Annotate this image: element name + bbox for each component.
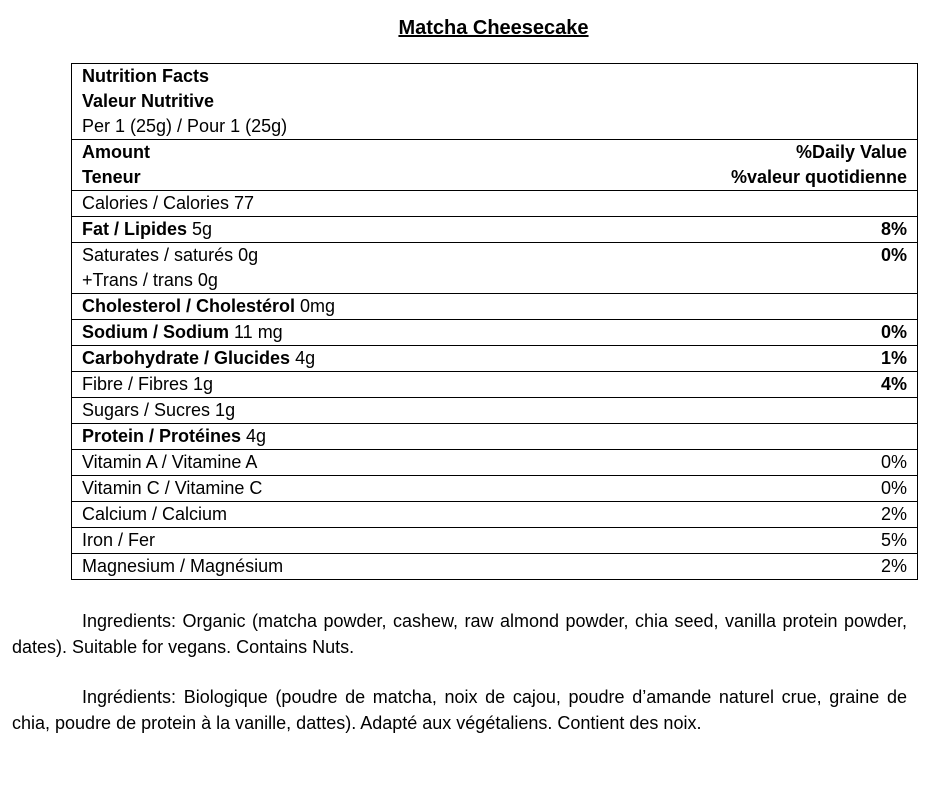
vitamin-c-label: Vitamin C / Vitamine C: [82, 478, 263, 498]
fibre-row: [72, 372, 917, 398]
protein-row: [72, 424, 917, 450]
calcium-pct: 2%: [880, 504, 907, 524]
fat-amount: 5g: [187, 219, 213, 239]
protein-amount: 4g: [241, 426, 267, 446]
sodium-label: Sodium / Sodium: [82, 322, 229, 342]
iron-row: [72, 528, 917, 554]
saturates-row: [72, 243, 917, 294]
facts-heading-en: Nutrition Facts: [82, 66, 210, 86]
magnesium-row: [72, 554, 917, 580]
magnesium-label: Magnesium / Magnésium: [82, 556, 284, 576]
carbohydrate-pct: 1%: [880, 348, 907, 368]
page-title: Matcha Cheesecake: [398, 17, 589, 39]
vitamin-c-row: [72, 476, 917, 502]
fat-label: Fat / Lipides: [82, 219, 188, 239]
cholesterol-row: [72, 294, 917, 320]
calories-row: [72, 191, 917, 217]
sodium-pct: 0%: [880, 322, 907, 342]
amount-header-en: Amount: [82, 142, 150, 162]
serving-size: Per 1 (25g) / Pour 1 (25g): [82, 116, 288, 136]
facts-heading-fr: Valeur Nutritive: [82, 91, 215, 111]
vitamin-c-pct: 0%: [880, 478, 907, 498]
carbohydrate-row: [72, 346, 917, 372]
vitamin-a-label: Vitamin A / Vitamine A: [82, 452, 258, 472]
fibre-pct: 4%: [880, 374, 907, 394]
sugars-label: Sugars / Sucres 1g: [82, 400, 236, 420]
calcium-label: Calcium / Calcium: [82, 504, 228, 524]
calories-label: Calories / Calories 77: [82, 193, 255, 213]
column-headers: [72, 140, 917, 191]
saturates-pct: 0%: [880, 245, 907, 265]
carbohydrate-amount: 4g: [290, 348, 316, 368]
cholesterol-label: Cholesterol / Cholestérol: [82, 296, 296, 316]
iron-label: Iron / Fer: [82, 530, 156, 550]
daily-value-header-en: %Daily Value: [795, 142, 907, 162]
carbohydrate-label: Carbohydrate / Glucides: [82, 348, 291, 368]
iron-pct: 5%: [880, 530, 907, 550]
fat-row: [72, 217, 917, 243]
vitamin-a-row: [72, 450, 917, 476]
fat-pct: 8%: [880, 219, 907, 239]
ingredients-english: Ingredients: Organic (matcha powder, cashew, raw almond powder, chia seed, vanilla protein powder, dates). Suitable for vegans. Contains Nuts.: [12, 611, 907, 657]
vitamin-a-pct: 0%: [880, 452, 907, 472]
magnesium-pct: 2%: [880, 556, 907, 576]
cholesterol-amount: 0mg: [295, 296, 336, 316]
protein-label: Protein / Protéines: [82, 426, 242, 446]
saturates-label: Saturates / saturés 0g: [82, 245, 259, 265]
fibre-label: Fibre / Fibres 1g: [82, 374, 214, 394]
facts-header: [72, 64, 917, 140]
nutrition-facts-table: [71, 63, 918, 580]
ingredients-french: Ingrédients: Biologique (poudre de matcha, noix de cajou, poudre d’amande naturel crue, graine de chia, poudre de protein à la vanille, dattes). Adapté aux végétaliens. Contient des noix.: [12, 687, 907, 733]
calcium-row: [72, 502, 917, 528]
sugars-row: [72, 398, 917, 424]
amount-header-fr: Teneur: [82, 167, 141, 187]
sodium-row: [72, 320, 917, 346]
trans-label: +Trans / trans 0g: [82, 270, 218, 290]
sodium-amount: 11 mg: [229, 322, 283, 342]
daily-value-header-fr: %valeur quotidienne: [730, 167, 907, 187]
